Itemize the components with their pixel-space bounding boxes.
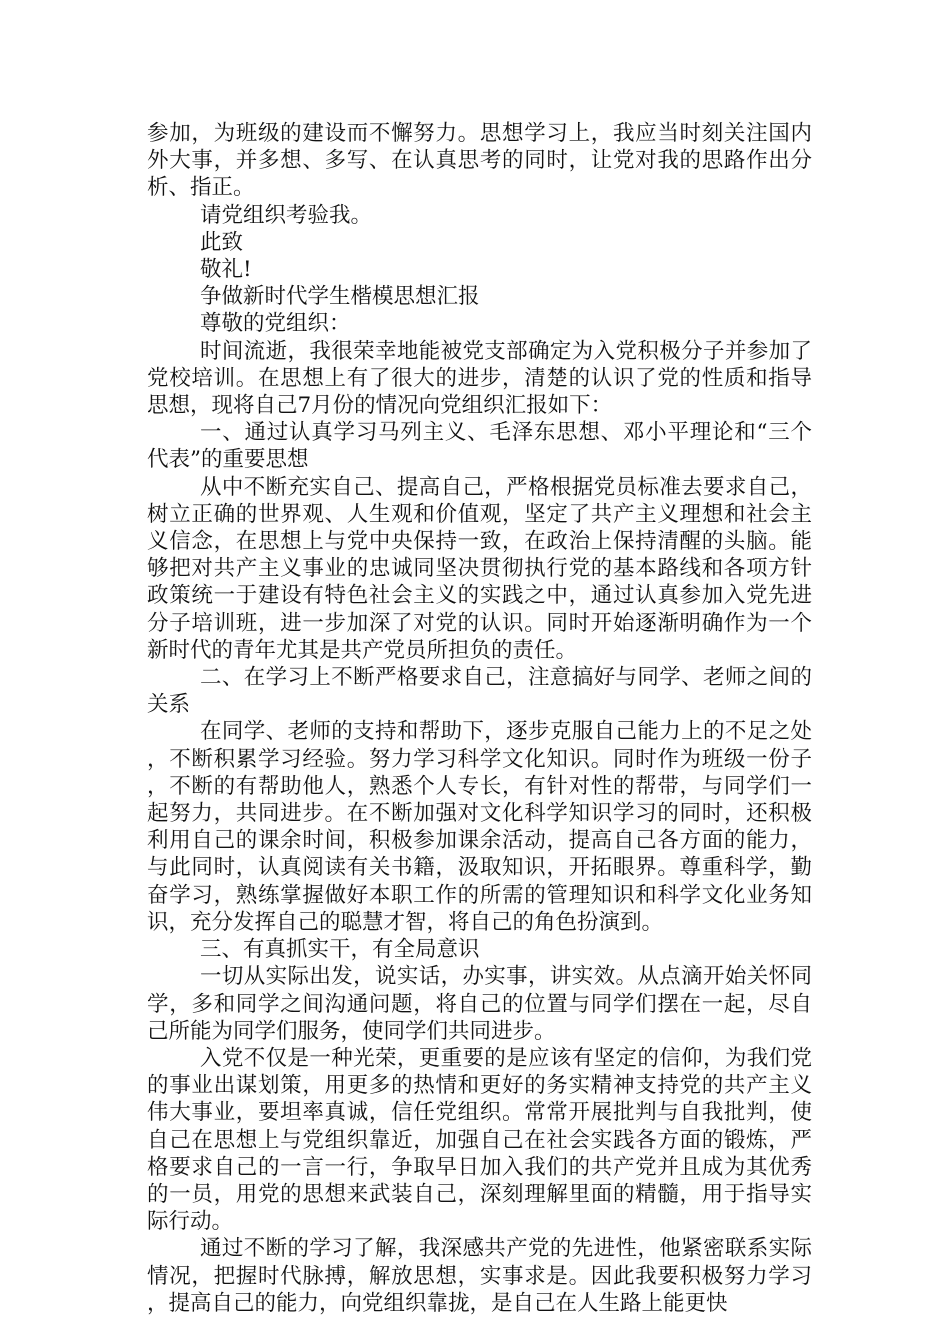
paragraph-section-2: 在同学、老师的支持和帮助下，逐步克服自己能力上的不足之处，不断积累学习经验。努力学习科学文化知识。同时作为班级一份子，不断的有帮助他人，熟悉个人专长，有针对性的帮带，与同学们一起努力，共同进步。在不断加强对文化科学知识学习的同时，还积极利用自己的课余时间，积极参加课余活动，提高自己各方面的能力，与此同时，认真阅读有关书籍，汲取知识，开拓眼界。尊重科学，勤奋学习，熟练掌握做好本职工作的所需的管理知识和科学文化业务知识，充分发挥自己的聪慧才智，将自己的角色扮演到。 [147,719,812,935]
document-body [147,120,812,1317]
paragraph-request: 请党组织考验我。 [200,202,373,228]
paragraph-salutation-jingli: 敬礼! [200,257,252,283]
paragraph-continuation: 参加，为班级的建设而不懈努力。思想学习上，我应当时刻关注国内外大事，并多想、多写、在认真思考的同时，让党对我的思路作出分析、指正。 [147,121,812,201]
report-title: 争做新时代学生楷模思想汇报 [200,284,480,310]
paragraph-section-3: 一切从实际出发，说实话，办实事，讲实效。从点滴开始关怀同学，多和同学之间沟通问题，将自己的位置与同学们摆在一起，尽自己所能为同学们服务，使同学们共同进步。 [147,964,812,1044]
section-heading-1: 一、通过认真学习马列主义、毛泽东思想、邓小平理论和“三个代表”的重要思想 [147,420,812,473]
paragraph-section-1: 从中不断充实自己、提高自己，严格根据党员标准去要求自己，树立正确的世界观、人生观和价值观，坚定了共产主义理想和社会主义信念，在思想上与党中央保持一致，在政治上保持清醒的头脑。能够把对共产主义事业的忠诚同坚决贯彻执行党的基本路线和各项方针政策统一于建设有特色社会主义的实践之中，通过认真参加入党先进分子培训班，进一步加深了对党的认识。同时开始逐渐明确作为一个新时代的青年尤其是共产党员所担负的责任。 [147,474,812,663]
report-greeting: 尊敬的党组织： [200,311,351,337]
paragraph-conclusion: 通过不断的学习了解，我深感共产党的先进性，他紧密联系实际情况，把握时代脉搏，解放思想，实事求是。因此我要积极努力学习，提高自己的能力，向党组织靠拢，是自己在人生路上能更快 [147,1236,812,1316]
paragraph-salutation-cizhi: 此致 [200,229,244,255]
paragraph-party-belief: 入党不仅是一种光荣，更重要的是应该有坚定的信仰，为我们党的事业出谋划策，用更多的热情和更好的务实精神支持党的共产主义伟大事业，要坦率真诚，信任党组织。常常开展批判与自我批判，使自己在思想上与党组织靠近，加强自己在社会实践各方面的锻炼，严格要求自己的一言一行，争取早日加入我们的共产党并且成为其优秀的一员，用党的思想来武装自己，深刻理解里面的精髓，用于指导实际行动。 [147,1045,812,1235]
paragraph-intro: 时间流逝，我很荣幸地能被党支部确定为入党积极分子并参加了党校培训。在思想上有了很大的进步，清楚的认识了党的性质和指导思想，现将自己7月份的情况向党组织汇报如下： [147,338,812,419]
section-heading-2: 二、在学习上不断严格要求自己，注意搞好与同学、老师之间的关系 [147,665,812,718]
section-heading-3: 三、有真抓实干，有全局意识 [200,937,480,963]
